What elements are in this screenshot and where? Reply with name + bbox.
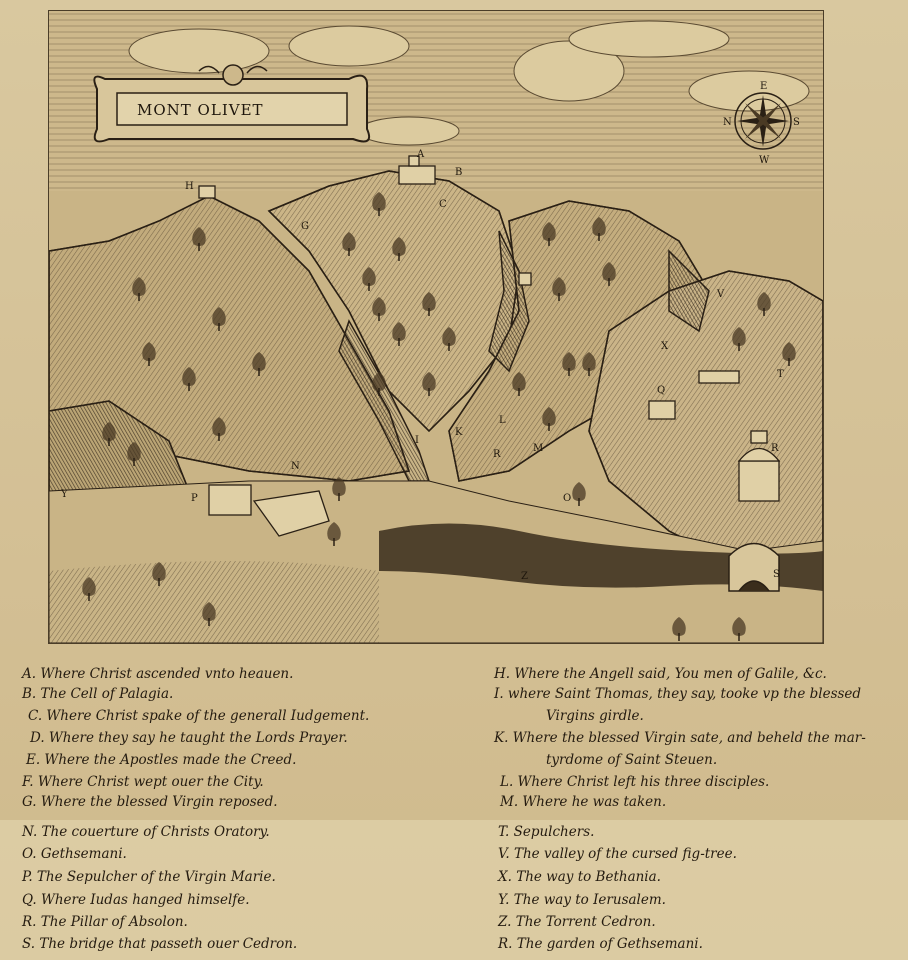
legend-entry-d: D. Where they say he taught the Lords Prayer. <box>30 730 348 746</box>
legend-entry-l: L. Where Christ left his three disciples. <box>500 774 770 790</box>
legend-entry-m: M. Where he was taken. <box>500 794 667 810</box>
compass-label-w: N <box>723 117 732 128</box>
legend-entry-e: E. Where the Apostles made the Creed. <box>26 752 297 768</box>
map-label-z: Z <box>521 571 528 582</box>
map-label-y: Y <box>61 489 68 500</box>
map-label-x: X <box>661 341 669 352</box>
map-label-s: S <box>773 569 780 580</box>
sepulcher-of-virgin-building <box>209 485 251 515</box>
map-label-v: V <box>717 289 725 300</box>
legend-entry-v: V. The valley of the cursed fig-tree. <box>498 846 737 862</box>
map-label-r-garden: R <box>493 449 501 460</box>
legend-entry-s: S. The bridge that passeth ouer Cedron. <box>22 936 298 952</box>
legend-entry-k: K. Where the blessed Virgin sate, and beheld the mar- <box>494 730 866 746</box>
map-label-q: Q <box>657 385 666 396</box>
legend-entry-q: Q. Where Iudas hanged himselfe. <box>22 892 250 908</box>
map-label-m: M <box>533 443 544 454</box>
legend-entry-n: N. The couerture of Christs Oratory. <box>22 824 270 840</box>
map-label-r-pillar: R <box>771 443 779 454</box>
legend-entry-i-cont: Virgins girdle. <box>546 708 644 724</box>
compass-label-e: S <box>793 117 800 128</box>
map-label-t: T <box>777 369 784 380</box>
legend-entry-b: B. The Cell of Palagia. <box>22 686 174 702</box>
legend-entry-y: Y. The way to Ierusalem. <box>498 892 666 908</box>
map-label-n: N <box>291 461 300 472</box>
map-label-g: G <box>301 221 309 232</box>
legend-entry-f: F. Where Christ wept ouer the City. <box>22 774 264 790</box>
map-label-c: C <box>439 199 447 210</box>
legend-entry-c: C. Where Christ spake of the generall Iudgement. <box>28 708 370 724</box>
legend-entry-p: P. The Sepulcher of the Virgin Marie. <box>22 869 276 885</box>
legend-entry-k-cont: tyrdome of Saint Steuen. <box>546 752 718 768</box>
pillar-of-absolon <box>739 461 779 501</box>
legend-entry-h: H. Where the Angell said, You men of Galile, &c. <box>494 666 827 682</box>
map-label-l: L <box>499 415 506 426</box>
map-label-a: A <box>417 149 425 160</box>
legend-entry-x: X. The way to Bethania. <box>498 869 661 885</box>
map-label-i: I <box>415 435 419 446</box>
legend-entry-z: Z. The Torrent Cedron. <box>498 914 656 930</box>
legend-entry-g: G. Where the blessed Virgin reposed. <box>22 794 278 810</box>
legend-entry-r-pillar: R. The Pillar of Absolon. <box>22 914 188 930</box>
legend-entry-t: T. Sepulchers. <box>498 824 595 840</box>
bridge-over-cedron <box>729 544 779 592</box>
legend-entry-r-garden: R. The garden of Gethsemani. <box>498 936 703 952</box>
compass-label-s: W <box>759 155 770 166</box>
map-label-b: B <box>455 167 463 178</box>
map-label-h: H <box>185 181 194 192</box>
map-title: MONT OLIVET <box>137 101 264 119</box>
legend-entry-a: A. Where Christ ascended vnto heauen. <box>22 666 294 682</box>
engraved-map-plate <box>48 10 824 644</box>
compass-label-n: E <box>760 81 768 92</box>
legend-entry-i: I. where Saint Thomas, they say, tooke vp the blessed <box>494 686 862 702</box>
map-label-o: O <box>563 493 572 504</box>
legend-entry-o: O. Gethsemani. <box>22 846 127 862</box>
map-label-k: K <box>455 427 463 438</box>
map-label-p: P <box>191 493 198 504</box>
